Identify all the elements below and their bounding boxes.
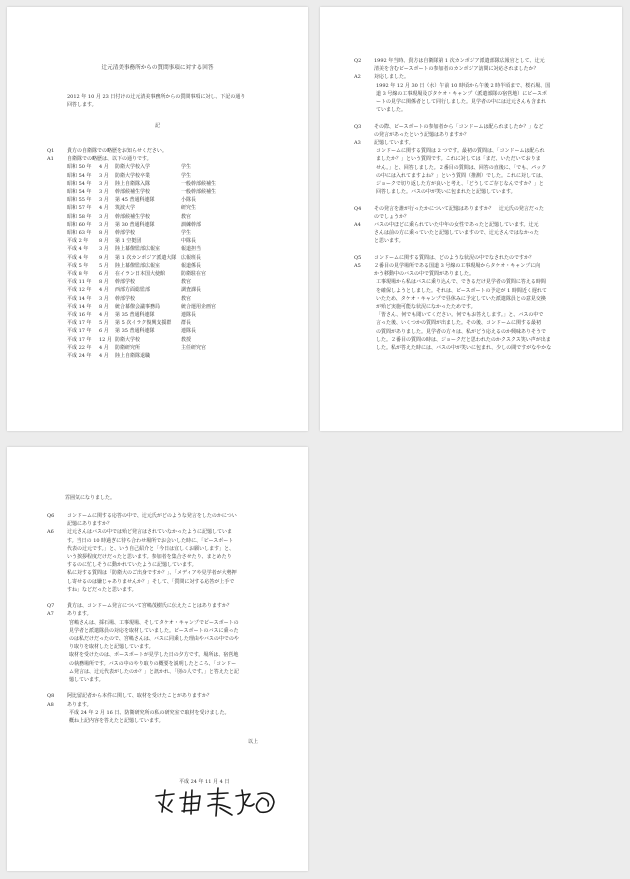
career-year: 昭和 54 年 xyxy=(67,172,92,179)
career-month: 3 月 xyxy=(99,295,109,302)
q8-text: 阿比留記者から本件に関して、取材を受けたことがありますか？ xyxy=(67,693,212,700)
career-row xyxy=(47,245,216,253)
career-row xyxy=(47,229,216,237)
career-role: 連隊長 xyxy=(181,328,197,335)
career-row xyxy=(47,163,216,171)
career-row xyxy=(47,327,216,335)
career-row xyxy=(47,336,216,344)
career-role: 一般幹部候補生 xyxy=(181,189,217,196)
intro-paragraph xyxy=(47,93,245,109)
a8-detail: 平成 24 年 2 月 16 日、防衛研究所の私の研究室で取材を受けました。 概ね上記内容を答えたと記憶しています。 xyxy=(69,709,230,725)
career-month: 4 月 xyxy=(99,353,109,360)
career-post: 陸上自衛隊退職 xyxy=(115,353,151,360)
intro-line: 2012 年 10 月 23 日付けの辻元清美事務所からの質問事項に対し、下記の通り xyxy=(67,94,246,100)
career-year: 平成 11 年 xyxy=(67,279,92,286)
document-title: 辻元清美事務所からの質問事項に対する回答 xyxy=(101,65,214,71)
career-row xyxy=(47,204,216,212)
a4-text: バスの中ほどに乗られていた中年の女性であったと記憶しています。辻元 さんは前の方に乗っていたと記憶していますので、辻元さんではなかった と思います。 xyxy=(374,222,539,245)
career-month: 3 月 xyxy=(99,246,109,253)
career-year: 昭和 54 年 xyxy=(67,189,92,196)
q3-text: その際、ピースボートの参加者から「コンドームは配られましたか？」など の発言があったという記憶はありますか？ xyxy=(374,123,544,138)
a8-label: A8 xyxy=(47,701,54,708)
career-role: 教官 xyxy=(181,279,192,286)
career-post: 陸上幕僚監部広報室 xyxy=(115,246,161,253)
career-role: 研究生 xyxy=(181,205,197,212)
career-post: 防衛大学校入学 xyxy=(115,164,151,171)
career-month: 4 月 xyxy=(99,164,109,171)
document-page-3 xyxy=(7,447,308,871)
career-post: 防衛大学校卒業 xyxy=(115,172,151,179)
career-post: 第 35 普通科連隊 xyxy=(115,312,155,319)
career-year: 昭和 58 年 xyxy=(67,213,92,220)
career-post: 幹部学校 xyxy=(115,295,136,302)
a3-text: 記憶しています。 xyxy=(374,140,414,147)
career-month: 8 月 xyxy=(99,230,109,237)
q1-text: 貴方の自衛隊での略歴をお知らせください。 xyxy=(67,148,167,154)
handwritten-signature-icon xyxy=(150,782,280,820)
career-post: 幹部学校 xyxy=(115,230,136,237)
career-year: 平成 14 年 xyxy=(67,295,92,302)
career-month: 5 月 xyxy=(99,262,109,269)
career-month: 8 月 xyxy=(99,303,109,310)
career-role: 広報班長 xyxy=(181,254,202,261)
career-row xyxy=(47,213,216,221)
a2-detail: 1992 年 12 月 30 日（水）午前 10 時頃から午後 2 時半頃まで、桜石場、国 道 3 号線の工事現場及びタケオ・キャンプ（派遣部隊の宿営地）にピースボ ートの見学に関係者として同行しました。見学者の中には辻元さんも含まれ ていました。 xyxy=(376,82,551,114)
a3-label: A3 xyxy=(354,140,361,147)
a3-detail: コンドームに関する質問は 2 つです。最初の質問は、「コンドームは配られ ましたか？」という質問です。これに対しては「まだ、いただいておりま せん。」と、回答しました。２番目の質問は、回答の直後に、「でも、パック の中には入れてますよね？」という質問（推測）でした。これに対しては、 ジョークで切り返した方が良いと考え、「どうしてご存じなんですか？」と 回答しました。バスの中が笑いに包まれたと記憶しています。 xyxy=(376,148,547,196)
career-role: 中隊長 xyxy=(181,238,197,245)
career-row xyxy=(47,278,216,286)
career-row xyxy=(47,352,216,360)
career-post: 防衛大学校 xyxy=(115,336,141,343)
career-year: 平成 17 年 xyxy=(67,336,92,343)
q1-block xyxy=(47,147,216,360)
career-year: 平成 17 年 xyxy=(67,328,92,335)
career-row xyxy=(47,172,216,180)
q6-label: Q6 xyxy=(47,513,55,519)
career-role: 学生 xyxy=(181,172,192,179)
a5-detail: 工事現場から私はバスに乗り込んで、できるだけ見学者の質問に答える時間 を確保しようとしました。それは、ピースボートの予定が 1 時間近く遅れて いたため、タケオ・キャンプで昼休みに予定していた派遣隊員との意見交換 が殆ど実施可能な状況になかったためです。 「皆さん、何でも聞いてください。何でもお答えします。」と、バスの中で 言った後、いくつかの質問が出ました。その後、コンドームに関する最初 の質問がありました。見学者の方々は、私がどう応えるのか興味ありそうで した。２番目の質問の時は、ジョークだと思われたのかクスクス笑い声が出ま した。私が答えた時には、バスの中が笑いに包まれ、少しの間ですがなやかな xyxy=(376,279,552,352)
career-role: 教授 xyxy=(181,336,192,343)
career-post: 在イラン日本国大使館 xyxy=(115,271,166,278)
closing-ijo: 以上 xyxy=(247,739,258,745)
career-post: 筑波大学 xyxy=(115,205,136,212)
career-role: 主任研究官 xyxy=(181,344,207,351)
career-month: 9 月 xyxy=(99,254,109,261)
career-role: 連隊長 xyxy=(181,312,197,319)
q1-label: Q1 xyxy=(47,148,55,154)
signature-date: 平成 24 年 11 月 4 日 xyxy=(179,779,230,785)
career-row xyxy=(47,344,216,352)
career-month: 12 月 xyxy=(99,336,112,343)
career-row xyxy=(47,286,216,294)
career-year: 平成 4 年 xyxy=(67,246,89,253)
career-year: 平成 14 年 xyxy=(67,303,92,310)
career-post: 陸上自衛隊入隊 xyxy=(115,180,151,187)
career-row xyxy=(47,270,216,278)
a7-label: A7 xyxy=(47,611,54,618)
career-year: 平成 17 年 xyxy=(67,320,92,327)
career-post: 幹部候補生学校 xyxy=(115,189,151,196)
a8-text: あります。 xyxy=(67,701,92,708)
career-month: 4 月 xyxy=(99,287,109,294)
career-month: 3 月 xyxy=(99,189,109,196)
career-row xyxy=(47,319,216,327)
career-month: 3 月 xyxy=(99,180,109,187)
career-row xyxy=(47,262,216,270)
career-post: 第 35 普通科連隊 xyxy=(115,328,155,335)
career-month: 3 月 xyxy=(99,221,109,228)
career-role: 教官 xyxy=(181,295,192,302)
career-year: 平成 22 年 xyxy=(67,344,92,351)
career-year: 昭和 57 年 xyxy=(67,205,92,212)
career-year: 昭和 63 年 xyxy=(67,230,92,237)
career-month: 4 月 xyxy=(99,205,109,212)
career-post: 第 45 普通科連隊 xyxy=(115,197,155,204)
page2-body xyxy=(354,57,551,352)
career-row xyxy=(47,188,216,196)
career-post: 防衛研究所 xyxy=(115,344,141,351)
career-role: 群長 xyxy=(181,320,192,327)
career-row xyxy=(47,237,216,245)
career-role: 統合運用企画官 xyxy=(181,303,217,310)
career-year: 平成 24 年 xyxy=(67,353,92,360)
career-row xyxy=(47,295,216,303)
career-list xyxy=(47,163,216,360)
career-year: 昭和 60 年 xyxy=(67,221,92,228)
career-month: 6 月 xyxy=(99,271,109,278)
career-post: 陸上幕僚監部広報室 xyxy=(115,262,161,269)
a5-text: ２番目の見学場所である国道 3 号線の工事現場からタケオ・キャンプに向 かう移動中のバスの中で質問がありました。 xyxy=(374,263,541,278)
page3-body xyxy=(47,512,239,725)
career-year: 平成 16 年 xyxy=(67,312,92,319)
q5-text: コンドームに関する質問は、どのような状況の中でなされたのですか？ xyxy=(374,254,535,261)
a4-label: A4 xyxy=(354,222,361,229)
a1-label: A1 xyxy=(47,156,54,163)
career-row xyxy=(47,180,216,188)
career-role: 教官 xyxy=(181,213,192,220)
ki-heading: 記 xyxy=(155,123,161,129)
career-post: 幹部候補生学校 xyxy=(115,213,151,220)
career-year: 平成 5 年 xyxy=(67,262,89,269)
career-month: 4 月 xyxy=(99,312,109,319)
q7-label: Q7 xyxy=(47,603,55,610)
a2-text: 対応しました。 xyxy=(374,74,410,81)
career-role: 学生 xyxy=(181,164,192,171)
career-row xyxy=(47,303,216,311)
a7-detail: 宮嶋さんは、採石場、工事現場、そしてタケオ・キャンプでピースボートの 見学者と派遣隊員の対応を取材していました。ピースボートのバスに乗った のは私だけだったので、宮嶋さんは、バスに同乗した理由やバスの中でのや り取りを取材したと記憶しています。 取材を受けたのは、ボースボートが見学した日の夕方です。場所は、宿営地 の執務場所です。バスの中のやり取りの概要を説明したところ、「コンドー ム発言は、辻元代表がしたのか？」と訊かれ、「別の人です。」と答えたと記 憶しています。 xyxy=(69,619,239,684)
career-post: 統合幕僚会議事務局 xyxy=(115,303,161,310)
a6-text: 辻元さんはバスの中では殆ど発言はされていなかったように記憶していま す。当日の 10 時過ぎに待ち合わせ場所でお会いした時に、「ピースボート 代表の辻元です。」と、いう自己紹介と「今日は宜しくお願いします」と、 いう挨拶程度だけだったと思います。参加者を集合させたり、まとめたり するのに忙しそうに動かれていたように記憶しています。 私に対する質問は「防衛大のご出身ですか？」、「メディアや見学者が大勢押 し寄せるのは嫌じゃありませんか？」そして、「質問に対する応答が上手で すね」などだったと思います。 xyxy=(67,529,237,593)
career-role: 訓練幹部 xyxy=(181,221,202,228)
document-page-2 xyxy=(320,7,622,431)
career-month: 8 月 xyxy=(99,279,109,286)
career-month: 6 月 xyxy=(99,328,109,335)
career-year: 平成 4 年 xyxy=(67,254,89,261)
q6-text: コンドームに関する応答の中で、辻元氏がどのような発言をしたのかについ 記憶にありますか？ xyxy=(67,513,237,528)
career-post: 第 1 空挺団 xyxy=(115,238,142,245)
document-page-1 xyxy=(7,7,308,431)
career-month: 3 月 xyxy=(99,172,109,179)
q7-text: 貴方は、コンドーム発言について宮嶋茂樹氏に伝えたことはありますか？ xyxy=(67,603,232,610)
career-role: 学生 xyxy=(181,230,192,237)
career-year: 平成 8 年 xyxy=(67,271,89,278)
career-role: 小隊長 xyxy=(181,197,197,204)
career-post: 第 30 普通科連隊 xyxy=(115,221,155,228)
q4-label: Q4 xyxy=(354,205,362,212)
career-post: 西部方面総監部 xyxy=(115,287,151,294)
a6-label: A6 xyxy=(47,529,54,536)
a7-text: あります。 xyxy=(67,611,92,618)
career-post: 第 5 次イラク復興支援群 xyxy=(115,320,172,327)
a1-text: 自衛隊での略歴は、以下の通りです。 xyxy=(67,156,152,163)
career-role: 報道係長 xyxy=(181,262,202,269)
career-role: 報道担当 xyxy=(181,246,202,253)
q2-label: Q2 xyxy=(354,58,362,64)
q3-label: Q3 xyxy=(354,123,362,130)
career-month: 4 月 xyxy=(99,344,109,351)
career-year: 昭和 50 年 xyxy=(67,164,92,171)
career-year: 昭和 55 年 xyxy=(67,197,92,204)
career-row xyxy=(47,196,216,204)
career-post: 第 1 次カンボジア派遣大隊 xyxy=(115,254,177,261)
career-role: 防衛駐在官 xyxy=(181,271,207,278)
a5-label: A5 xyxy=(354,263,361,270)
career-post: 幹部学校 xyxy=(115,279,136,286)
career-month: 8 月 xyxy=(99,238,109,245)
q4-text: その発言を誰が行ったかについて記憶はありますか？ 辻元氏の発言だった のでしょうか？ xyxy=(374,205,544,220)
career-year: 平成 12 年 xyxy=(67,287,92,294)
career-year: 昭和 54 年 xyxy=(67,180,92,187)
career-row xyxy=(47,221,216,229)
q5-label: Q5 xyxy=(354,254,362,261)
q2-text: 1992 年当時、貴方は自衛隊第 1 次カンボジア派遣部隊広報官として、辻元 清美を含むピースボートの参加者のカンボジア訪問に対応されましたか？ xyxy=(374,58,545,73)
career-role: 一般幹部候補生 xyxy=(181,180,217,187)
career-month: 3 月 xyxy=(99,197,109,204)
career-month: 3 月 xyxy=(99,213,109,220)
career-year: 平成 2 年 xyxy=(67,238,89,245)
career-month: 5 月 xyxy=(99,320,109,327)
career-row xyxy=(47,254,216,262)
continued-text: 雰囲気になりました。 xyxy=(65,495,116,501)
q8-label: Q8 xyxy=(47,693,55,700)
a2-label: A2 xyxy=(354,74,361,81)
career-role: 調査課長 xyxy=(181,287,202,294)
career-row xyxy=(47,311,216,319)
intro-line: 回答します。 xyxy=(67,102,97,109)
